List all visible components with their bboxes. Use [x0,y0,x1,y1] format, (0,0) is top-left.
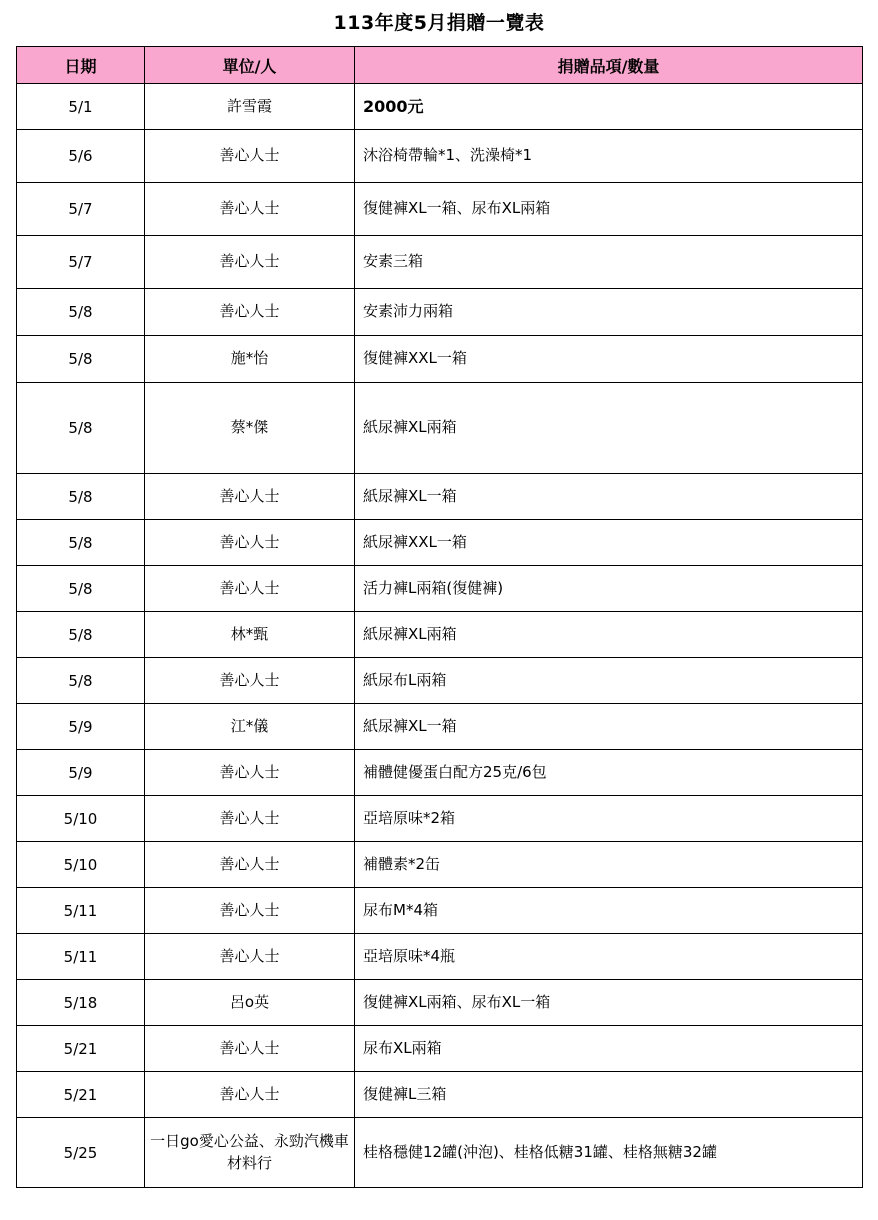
cell-date: 5/21 [17,1072,145,1118]
table-row [17,1026,863,1072]
cell-item: 紙尿褲XXL一箱 [355,520,863,566]
table-header-row [17,47,863,84]
cell-item: 復健褲XL兩箱、尿布XL一箱 [355,980,863,1026]
cell-donor: 善心人士 [145,1026,355,1072]
table-body [17,84,863,1188]
cell-date: 5/8 [17,520,145,566]
cell-date: 5/8 [17,658,145,704]
cell-donor: 善心人士 [145,289,355,336]
cell-item: 紙尿褲XL兩箱 [355,383,863,474]
table-row [17,520,863,566]
cell-item: 桂格穩健12罐(沖泡)、桂格低糖31罐、桂格無糖32罐 [355,1118,863,1188]
table-row [17,130,863,183]
cell-item: 復健褲XXL一箱 [355,336,863,383]
cell-date: 5/11 [17,888,145,934]
cell-date: 5/8 [17,383,145,474]
table-row [17,750,863,796]
table-row [17,289,863,336]
table-row [17,383,863,474]
table-row [17,704,863,750]
table-row [17,612,863,658]
table-row [17,566,863,612]
cell-item: 尿布XL兩箱 [355,1026,863,1072]
table-row [17,183,863,236]
table-row [17,796,863,842]
cell-donor: 善心人士 [145,658,355,704]
cell-donor: 蔡*傑 [145,383,355,474]
cell-donor: 善心人士 [145,183,355,236]
cell-donor: 善心人士 [145,888,355,934]
cell-date: 5/9 [17,750,145,796]
cell-date: 5/6 [17,130,145,183]
cell-date: 5/7 [17,183,145,236]
cell-item: 尿布M*4箱 [355,888,863,934]
cell-donor: 善心人士 [145,1072,355,1118]
cell-donor: 善心人士 [145,750,355,796]
cell-donor: 善心人士 [145,566,355,612]
cell-item: 亞培原味*2箱 [355,796,863,842]
table-row [17,934,863,980]
table-row [17,888,863,934]
cell-date: 5/1 [17,84,145,130]
cell-donor: 善心人士 [145,842,355,888]
table-row [17,842,863,888]
cell-date: 5/9 [17,704,145,750]
cell-donor: 江*儀 [145,704,355,750]
table-row [17,1072,863,1118]
cell-item: 亞培原味*4瓶 [355,934,863,980]
cell-donor: 林*甄 [145,612,355,658]
cell-item: 2000元 [355,84,863,130]
cell-date: 5/18 [17,980,145,1026]
table-row [17,1118,863,1188]
cell-date: 5/25 [17,1118,145,1188]
cell-donor: 善心人士 [145,474,355,520]
cell-donor: 善心人士 [145,934,355,980]
cell-item: 安素沛力兩箱 [355,289,863,336]
table-row [17,84,863,130]
cell-donor: 善心人士 [145,796,355,842]
page-title: 113年度5月捐贈一覽表 [333,12,545,34]
cell-item: 紙尿布L兩箱 [355,658,863,704]
cell-item: 補體素*2缶 [355,842,863,888]
cell-date: 5/10 [17,796,145,842]
donation-table [16,46,863,1188]
cell-date: 5/8 [17,566,145,612]
cell-item: 復健褲XL一箱、尿布XL兩箱 [355,183,863,236]
table-row [17,658,863,704]
cell-donor: 呂o英 [145,980,355,1026]
column-header-donor: 單位/人 [145,47,355,84]
cell-date: 5/8 [17,474,145,520]
cell-item: 沐浴椅帶輪*1、洗澡椅*1 [355,130,863,183]
cell-date: 5/11 [17,934,145,980]
cell-item: 紙尿褲XL兩箱 [355,612,863,658]
cell-item: 活力褲L兩箱(復健褲) [355,566,863,612]
cell-donor: 善心人士 [145,520,355,566]
cell-item: 紙尿褲XL一箱 [355,474,863,520]
cell-item: 安素三箱 [355,236,863,289]
cell-date: 5/21 [17,1026,145,1072]
table-row [17,474,863,520]
column-header-item: 捐贈品項/數量 [355,47,863,84]
cell-date: 5/8 [17,289,145,336]
cell-date: 5/8 [17,336,145,383]
column-header-date: 日期 [17,47,145,84]
table-row [17,236,863,289]
table-header [17,47,863,84]
table-row [17,980,863,1026]
cell-donor: 施*怡 [145,336,355,383]
table-row [17,336,863,383]
cell-item: 復健褲L三箱 [355,1072,863,1118]
cell-donor: 善心人士 [145,130,355,183]
cell-donor: 善心人士 [145,236,355,289]
cell-donor: 許雪霞 [145,84,355,130]
cell-date: 5/7 [17,236,145,289]
cell-date: 5/10 [17,842,145,888]
cell-item: 紙尿褲XL一箱 [355,704,863,750]
cell-item: 補體健優蛋白配方25克/6包 [355,750,863,796]
cell-date: 5/8 [17,612,145,658]
cell-donor: 一日go愛心公益、永勁汽機車材料行 [145,1118,355,1188]
